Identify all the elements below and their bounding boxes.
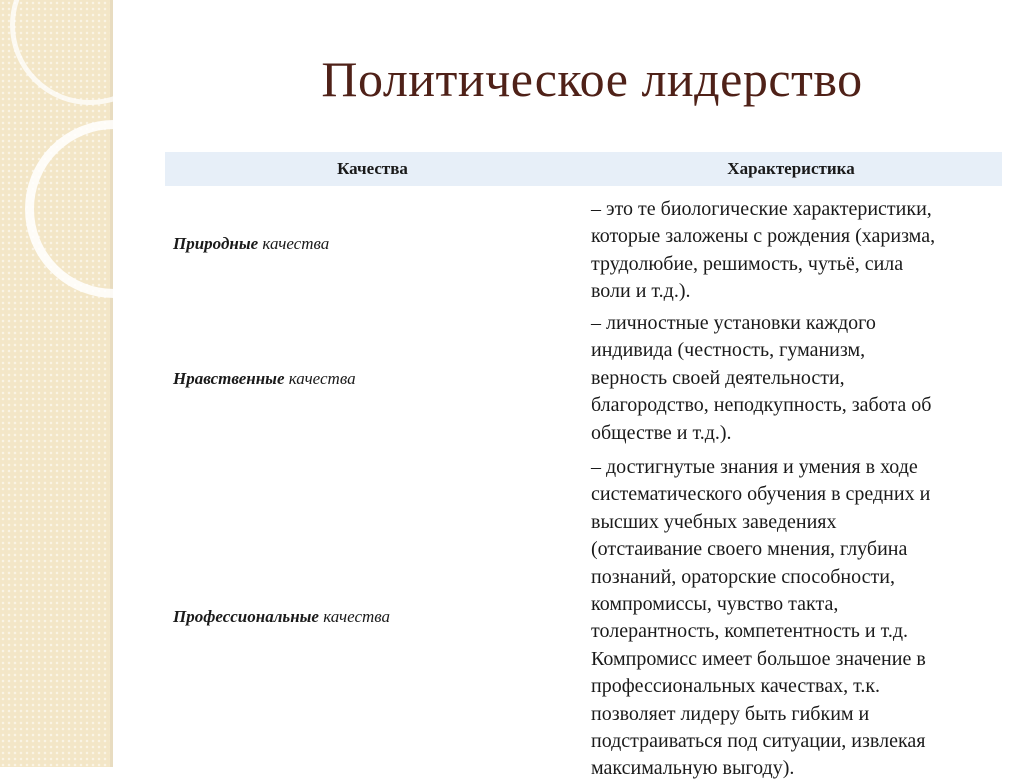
description-line: максимальную выгоду). bbox=[591, 757, 795, 780]
description-line: профессиональных качествах, т.к. bbox=[591, 675, 881, 698]
description-line: (отстаивание своего мнения, глубина bbox=[591, 538, 908, 561]
description-line: – это те биологические характеристики, bbox=[591, 198, 932, 220]
description-line: трудолюбие, решимость, чутьё, сила bbox=[591, 252, 904, 275]
slide-title: Политическое лидерство bbox=[321, 51, 863, 107]
quality-name: Природные bbox=[173, 234, 259, 253]
description-line: благородство, неподкупность, забота об bbox=[591, 394, 932, 417]
header-qualities: Качества bbox=[337, 159, 408, 178]
quality-suffix: качества bbox=[284, 369, 356, 388]
description-line: подстраиваться под ситуации, извлекая bbox=[591, 730, 926, 753]
description-line: – достигнутые знания и умения в ходе bbox=[591, 456, 918, 478]
quality-name: Нравственные bbox=[173, 369, 285, 388]
quality-label bbox=[173, 234, 329, 254]
description-line: систематического обучения в средних и bbox=[591, 483, 931, 506]
quality-suffix: качества bbox=[258, 234, 330, 253]
quality-label bbox=[173, 369, 356, 389]
quality-name: Профессиональные bbox=[173, 607, 319, 626]
quality-suffix: качества bbox=[318, 607, 391, 626]
description-line: воли и т.д.). bbox=[591, 280, 691, 303]
table-header-row bbox=[165, 152, 1002, 186]
description bbox=[591, 196, 999, 306]
description-line: высших учебных заведениях bbox=[591, 510, 837, 533]
description-line: верность своей деятельности, bbox=[591, 366, 845, 389]
qualities-table bbox=[165, 152, 1002, 780]
description-line: Компромисс имеет большое значение в bbox=[591, 647, 926, 670]
header-characteristic: Характеристика bbox=[727, 159, 855, 178]
decorative-side-panel bbox=[0, 0, 110, 767]
description-line: компромиссы, чувство такта, bbox=[591, 593, 839, 616]
description-line: индивида (честность, гуманизм, bbox=[591, 339, 866, 362]
description-line: толерантность, компетентность и т.д. bbox=[591, 620, 909, 643]
description-line: – личностные установки каждого bbox=[591, 312, 876, 334]
description bbox=[591, 454, 999, 783]
decorative-ring-middle bbox=[25, 120, 203, 298]
side-panel-edge bbox=[110, 0, 113, 767]
description bbox=[591, 310, 999, 447]
description-line: позволяет лидеру быть гибким и bbox=[591, 702, 870, 725]
description-line: которые заложены с рождения (харизма, bbox=[591, 225, 936, 248]
description-line: познаний, ораторские способности, bbox=[591, 565, 895, 588]
quality-label bbox=[173, 607, 390, 627]
description-line: обществе и т.д.). bbox=[591, 421, 732, 444]
